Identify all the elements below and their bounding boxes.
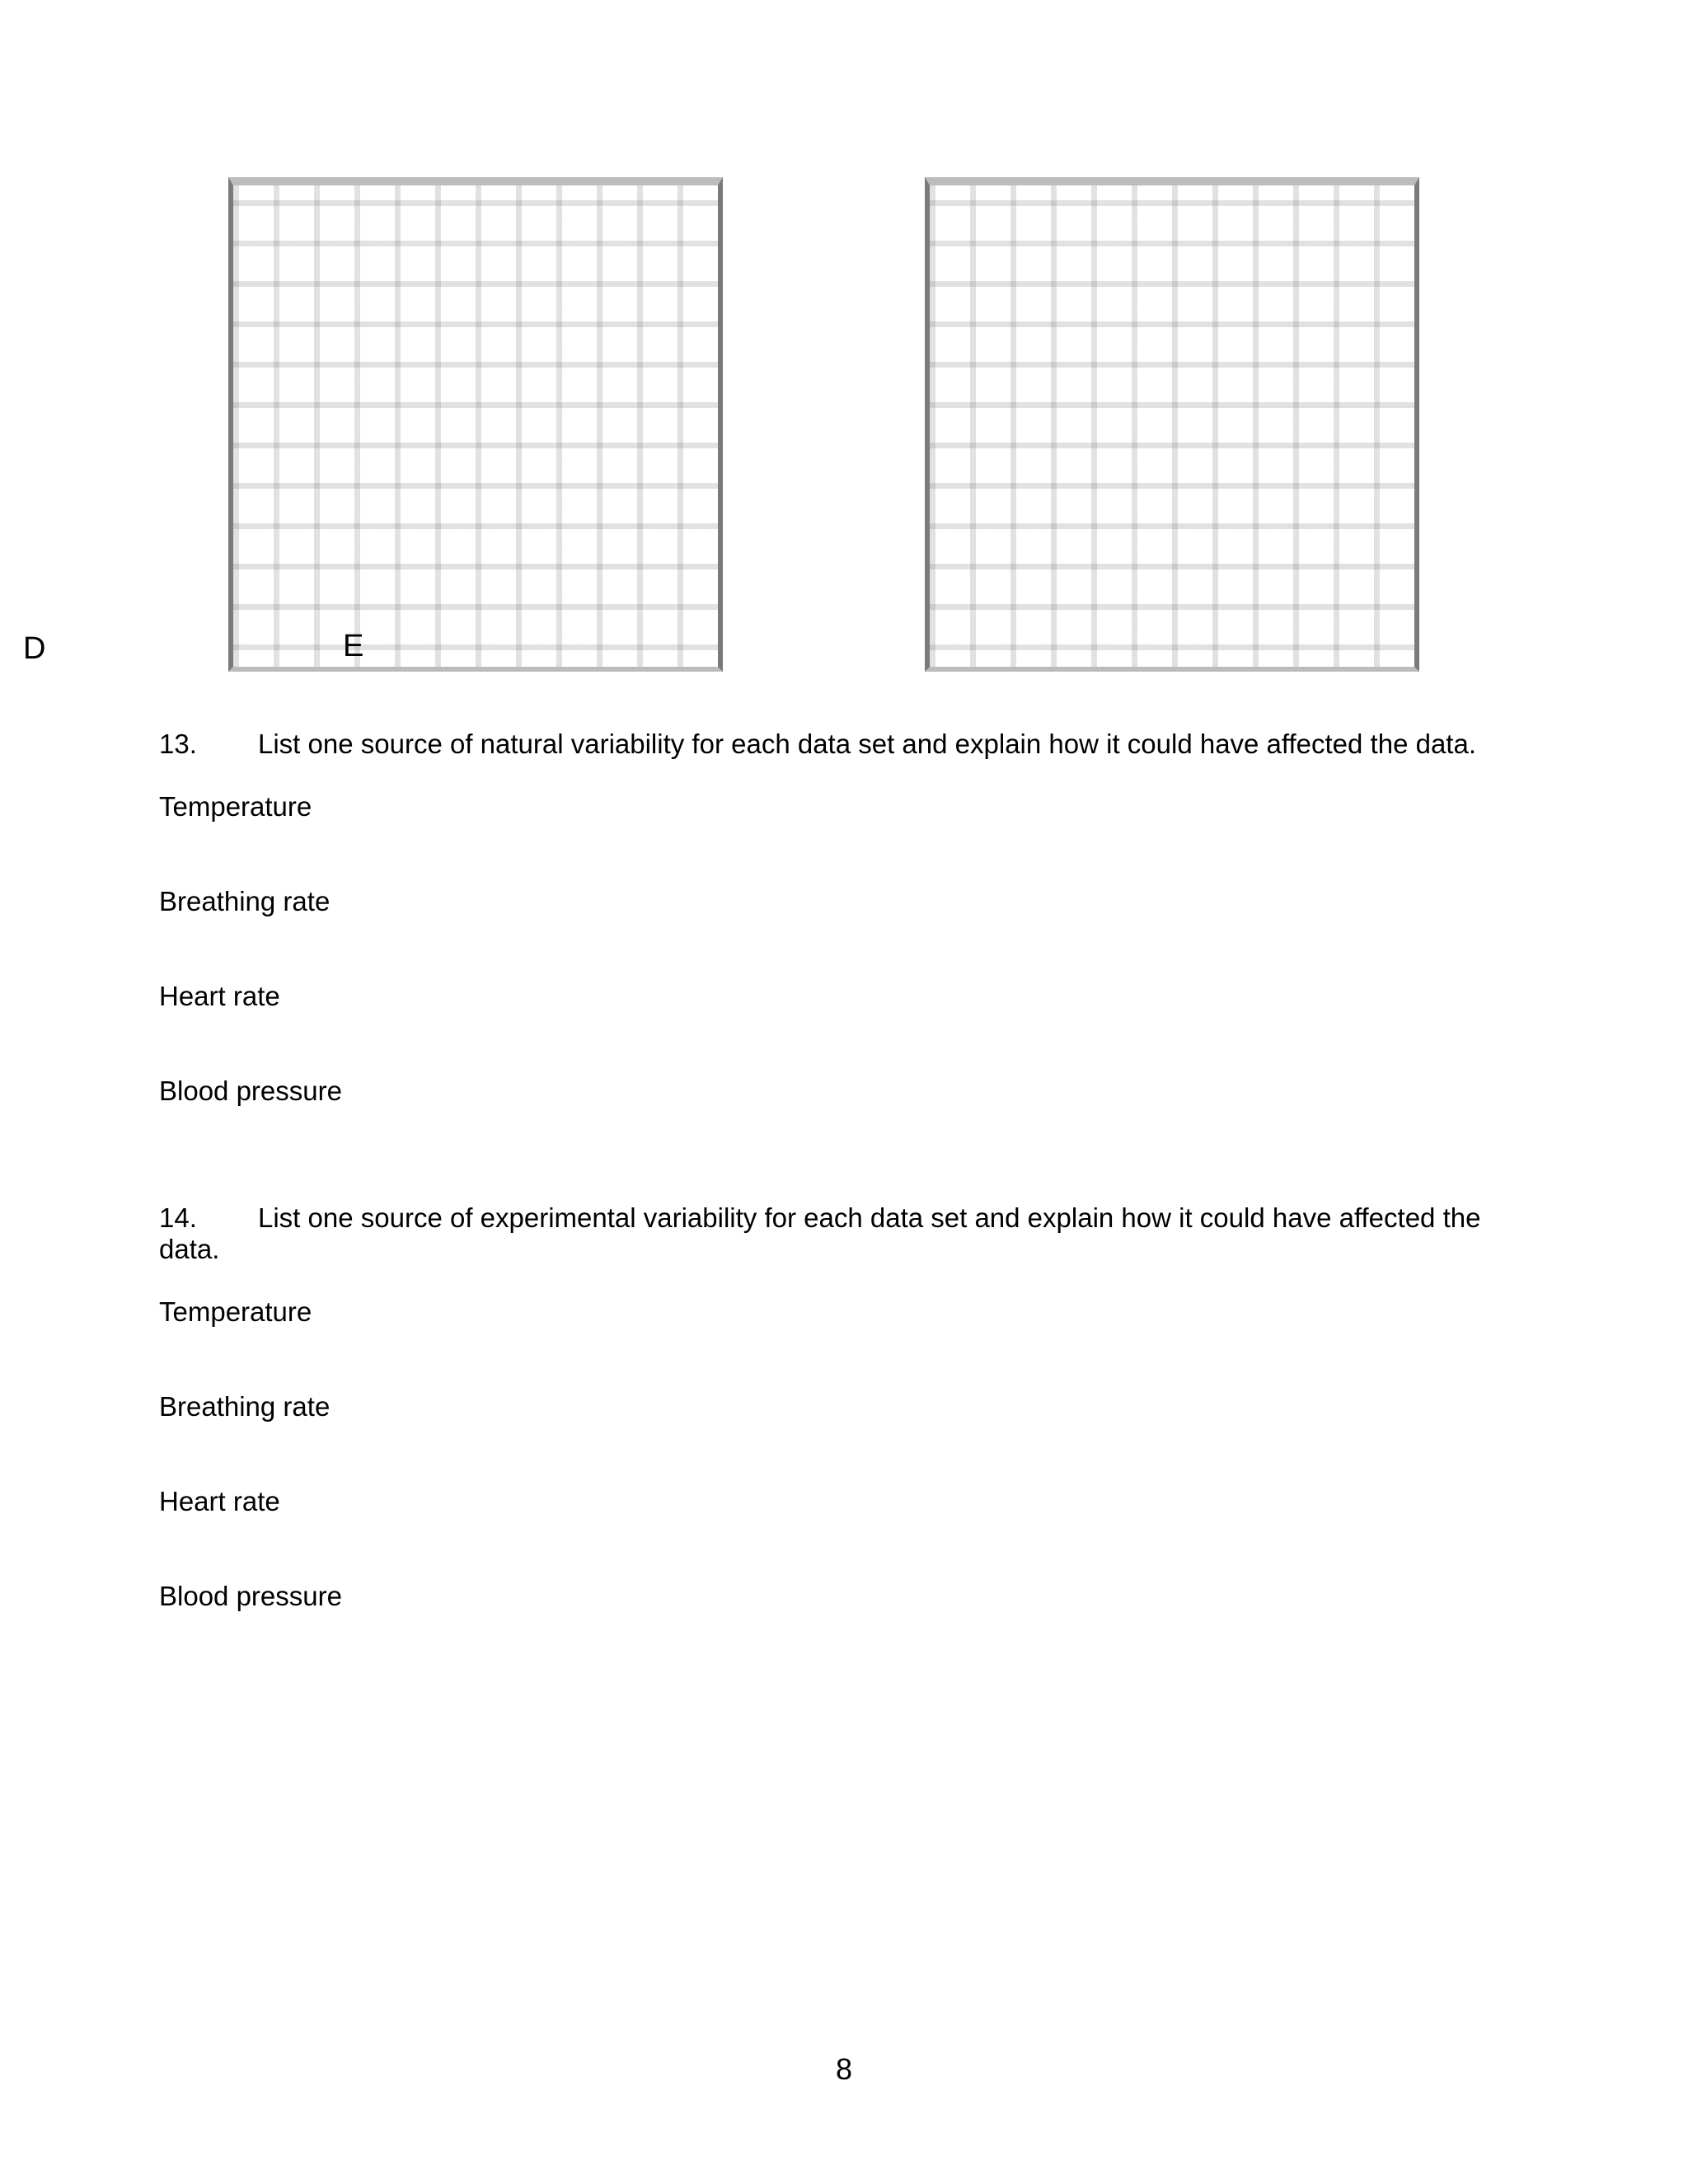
graph-label-e: E [343,629,364,663]
answer-item-heart-rate: Heart rate [159,1486,280,1516]
question-14 [159,1202,1544,1265]
answer-item-blood-pressure: Blood pressure [159,1076,342,1106]
answer-item-breathing-rate: Breathing rate [159,1391,331,1422]
question-text: List one source of experimental variability for each data set and explain how it could have affected the data. [159,1202,1481,1264]
graph-label-d: D [23,631,46,666]
question-number: 14. [159,1202,197,1233]
question-number: 13. [159,729,197,759]
question-13 [159,729,1544,760]
answer-item-temperature: Temperature [159,1296,312,1327]
answer-item-blood-pressure: Blood pressure [159,1581,342,1611]
answer-item-temperature: Temperature [159,791,312,822]
answer-item-heart-rate: Heart rate [159,981,280,1011]
graph-grid-2 [925,177,1419,672]
page-number: 8 [835,2052,853,2086]
answer-item-breathing-rate: Breathing rate [159,886,331,916]
question-text: List one source of natural variability for each data set and explain how it could have affected the data. [258,729,1476,759]
graph-grid-1 [228,177,723,672]
